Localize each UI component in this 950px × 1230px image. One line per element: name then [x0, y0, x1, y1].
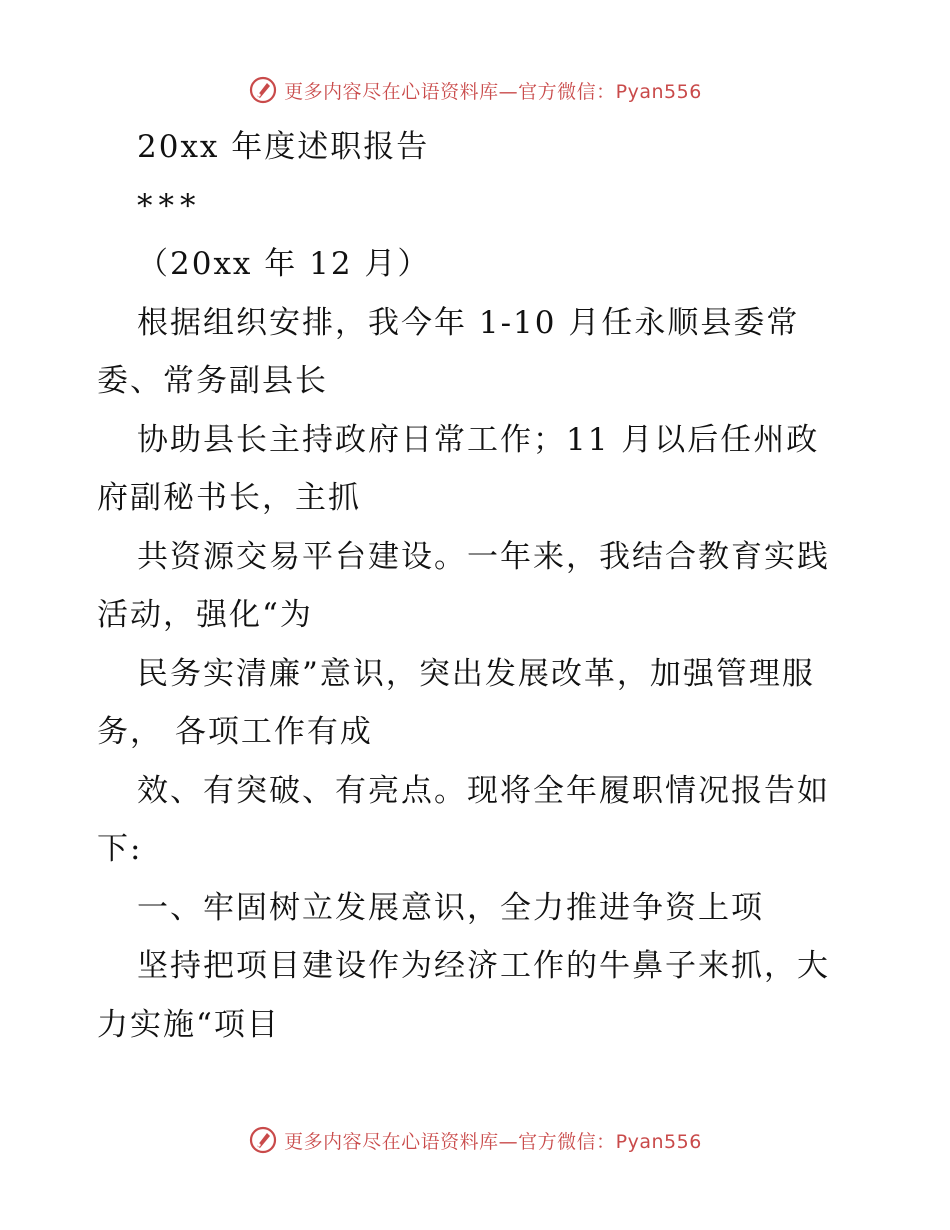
document-body	[97, 118, 867, 1054]
paragraph-line: 活动，强化“为	[97, 597, 313, 633]
paragraph-line: 务， 各项工作有成	[97, 714, 373, 750]
paragraph-line: 根据组织安排，我今年 1-10 月任永顺县委常	[137, 304, 800, 341]
paragraph-line: 力实施“项目	[97, 1006, 280, 1043]
doc-date: （20xx 年 12 月）	[137, 246, 431, 282]
doc-title: 20xx 年度述职报告	[137, 129, 430, 165]
paragraph-line: 下:	[97, 831, 143, 867]
watermark-text: 更多内容尽在心语资料库—官方微信：Pyan556	[284, 80, 702, 103]
paragraph-line: 共资源交易平台建设。一年来，我结合教育实践	[137, 538, 830, 575]
doc-author: ***	[137, 187, 202, 224]
paragraph-line: 协助县长主持政府日常工作；11 月以后任州政	[137, 421, 820, 458]
paragraph-line: 委、常务副县长	[97, 363, 328, 399]
pen-nib-circle-icon	[248, 1125, 278, 1155]
header-watermark	[0, 70, 950, 110]
paragraph-line: 坚持把项目建设作为经济工作的牛鼻子来抓，大	[137, 948, 830, 984]
footer-watermark	[0, 1120, 950, 1160]
watermark-text: 更多内容尽在心语资料库—官方微信：Pyan556	[284, 1130, 702, 1153]
paragraph-line: 民务实清廉”意识，突出发展改革，加强管理服	[137, 655, 815, 692]
paragraph-line: 府副秘书长，主抓	[97, 480, 361, 516]
pen-nib-circle-icon	[248, 75, 278, 105]
section-heading: 一、牢固树立发展意识，全力推进争资上项	[137, 889, 764, 926]
paragraph-line: 效、有突破、有亮点。现将全年履职情况报告如	[137, 772, 830, 809]
